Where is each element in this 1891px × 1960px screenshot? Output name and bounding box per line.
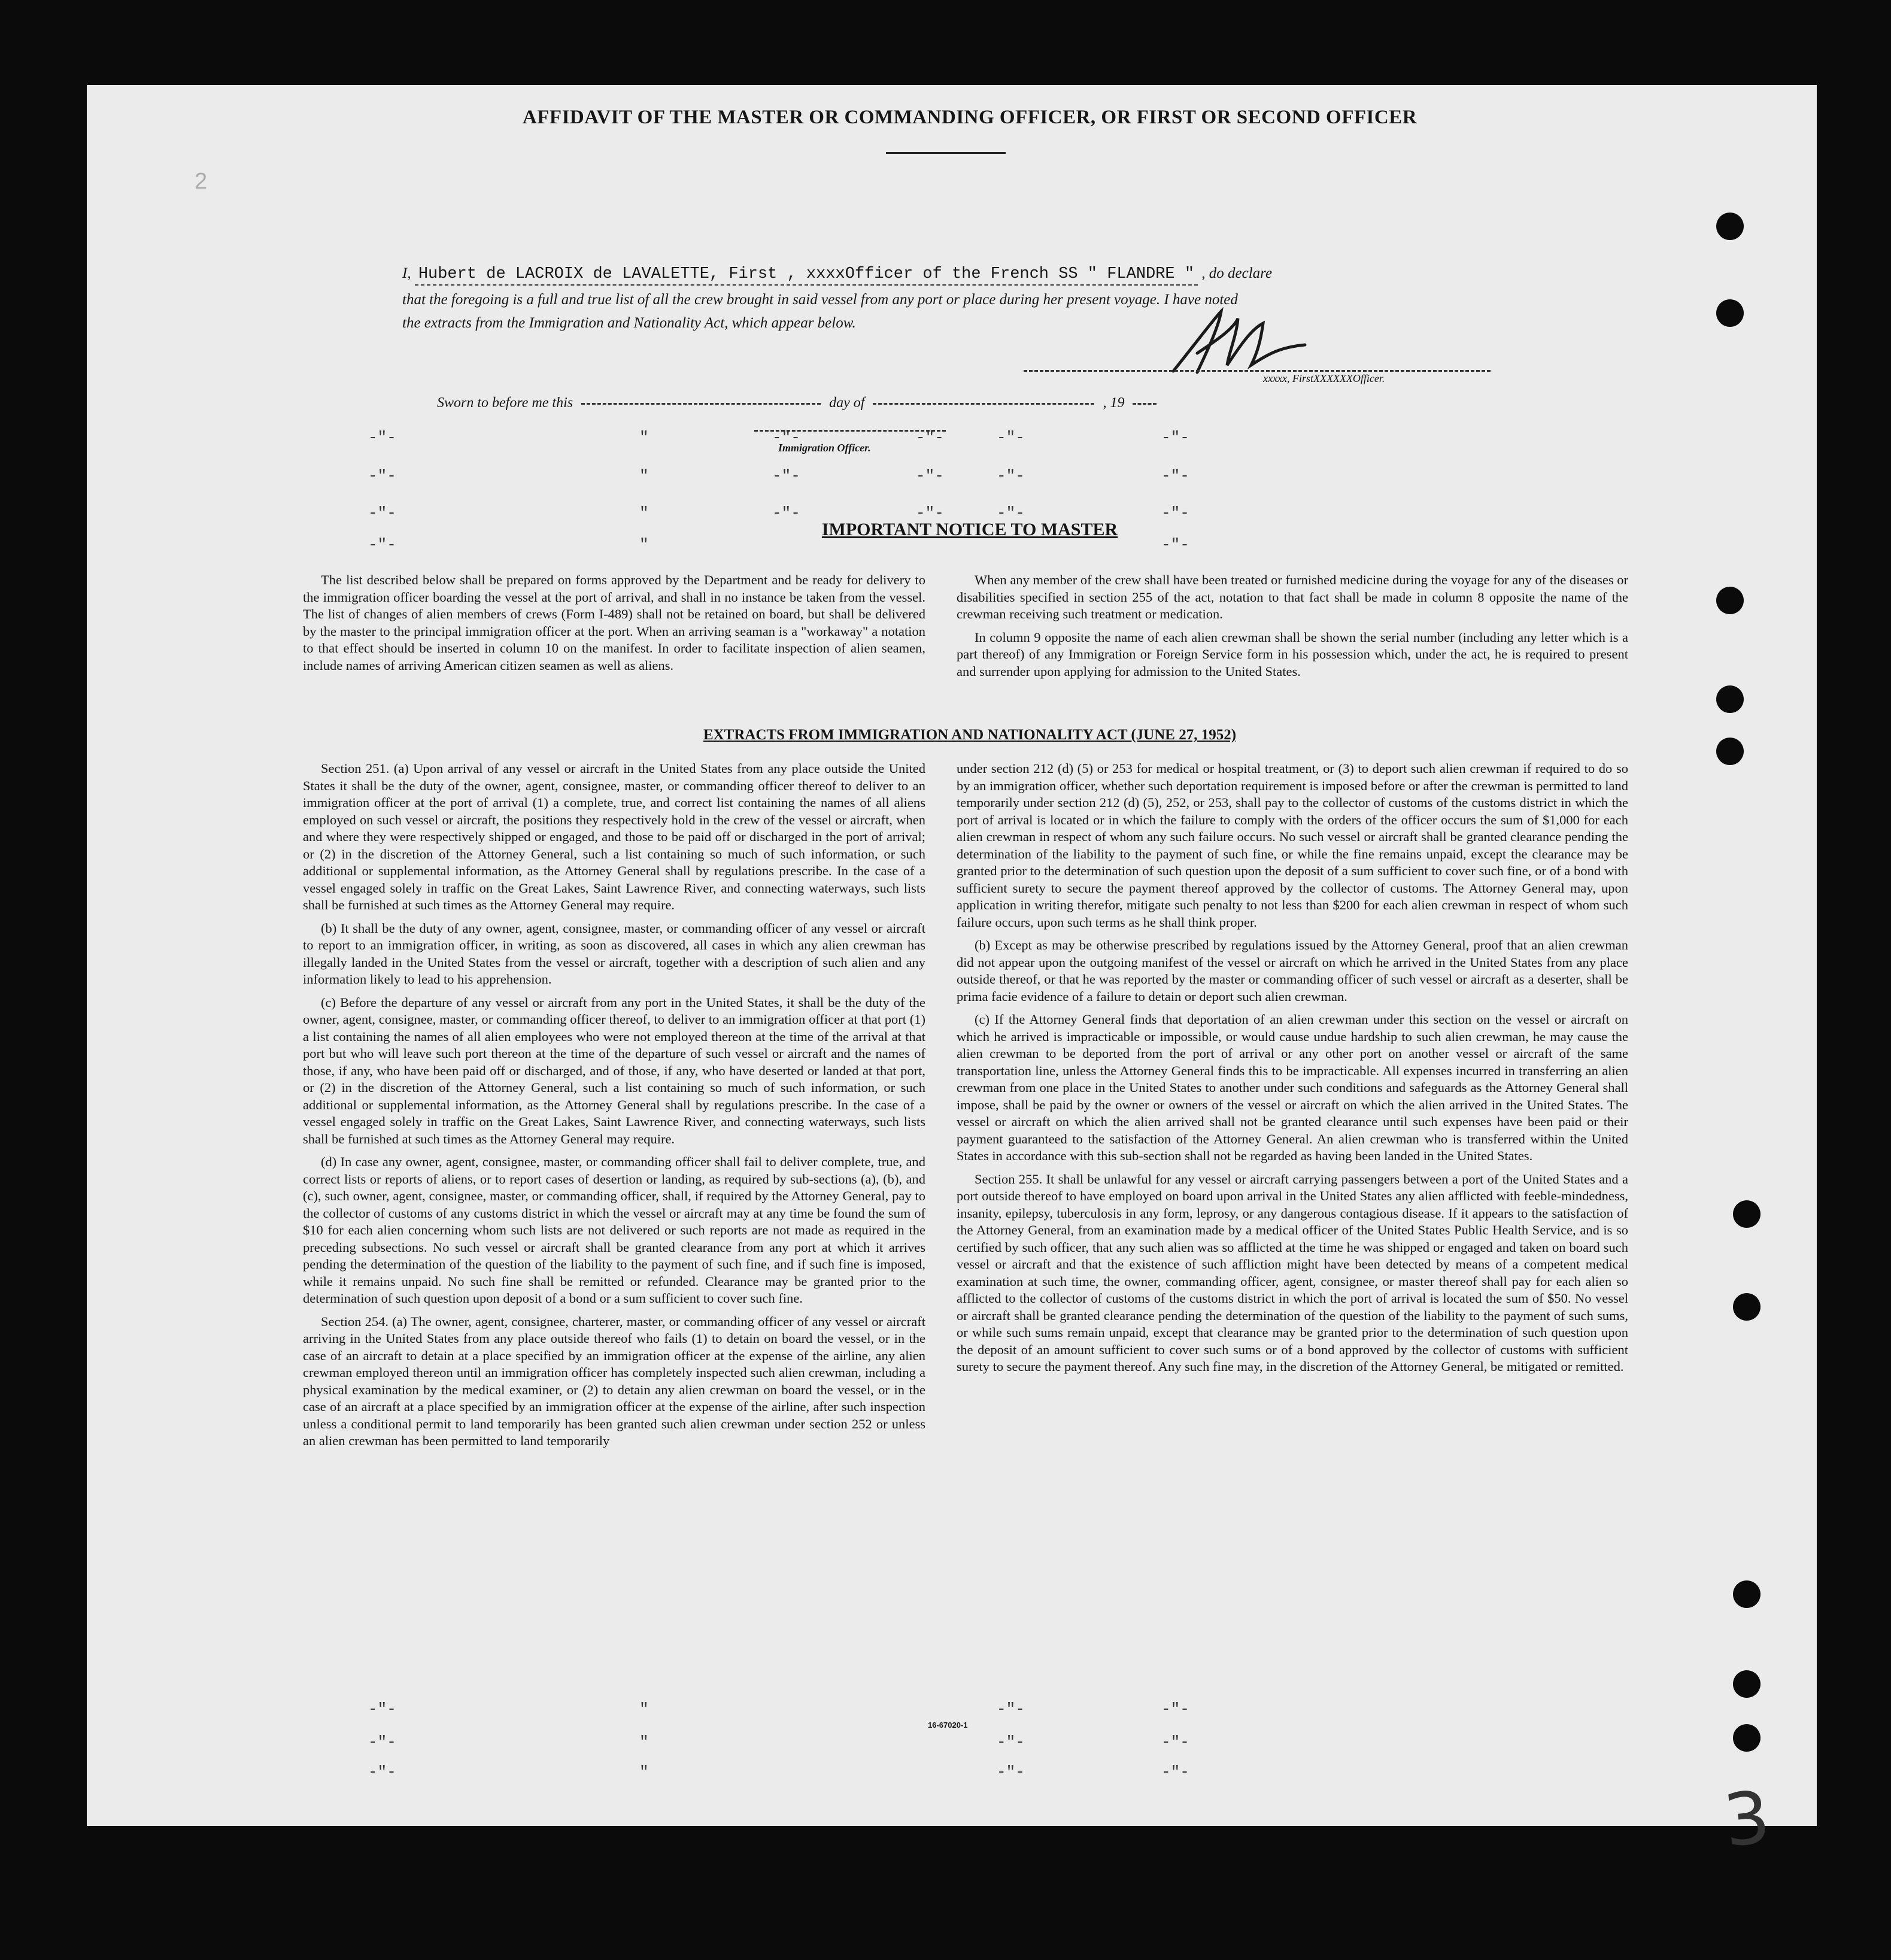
sworn-month-blank: [873, 402, 1094, 405]
ditto-mark: -"-: [1161, 536, 1189, 554]
ditto-mark: -"-: [997, 504, 1025, 522]
ditto-mark: -"-: [997, 1763, 1025, 1781]
ditto-mark: -"-: [368, 467, 396, 485]
signature-line: [1024, 370, 1491, 372]
sworn-day-of: day of: [829, 395, 865, 411]
punch-hole: [1716, 299, 1744, 327]
ditto-mark: -"-: [368, 429, 396, 447]
ditto-mark: -"-: [916, 429, 944, 447]
section-254a-continued: under section 212 (d) (5) or 253 for medical or hospital treatment, or (3) to deport such alien crewman if required to do so by an immigration officer, whether such deportation requirement is imposed before or after the crewman is permitted to land temporarily under section 212 (d) (5), 252, or 253, shall pay to the collector of customs of the customs district in which the port of arrival is located or in which the failure to comply with the orders of the officer occurs the sum of $1,000 for each alien crewman in respect of whom any such failure occurs. No such vessel or aircraft shall be granted clearance pending the determination of the liability to the payment of such fine, or while the fine remains unpaid, except the clearance may be granted prior to the determination of such question upon the deposit of a sum sufficient to cover such fine, or of a bond with sufficient surety to secure the payment thereof approved by the collector of customs. The Attorney General may, upon application in writing therefor, mitigate such penalty to not less than $200 for each alien crewman in respect of whom such failure occurs, upon such terms as he shall think proper.: [957, 761, 1628, 930]
signature-role: xxxxx, FirstXXXXXXOfficer.: [1263, 372, 1385, 384]
ditto-mark: ": [639, 429, 649, 447]
extracts-right-column: [957, 760, 1628, 1382]
sworn-year: , 19: [1103, 395, 1125, 411]
ditto-mark: ": [639, 1700, 649, 1718]
declaration-line-1: [402, 265, 1272, 283]
declaration-line-2: that the foregoing is a full and true list of all the crew brought in said vessel from any port or place during her present voyage. I have noted: [402, 292, 1238, 308]
punch-hole: [1716, 685, 1744, 713]
ditto-mark: -"-: [1161, 1733, 1189, 1751]
section-255: Section 255. It shall be unlawful for any vessel or aircraft carrying passengers between a port of the United States and a port outside thereof to have employed on board upon arrival in the United States any alien afflicted with feeble-mindedness, insanity, epilepsy, tuberculosis in any form, leprosy, or any dangerous contagious disease. If it appears to the satisfaction of the Attorney General, from an examination made by a medical officer of the United States Public Health Service, and is so certified by such officer, that any such alien was so afflicted at the time he was shipped or engaged and taken on board such vessel or aircraft and that the existence of such affliction might have been detected by means of a competent medical examination at such time, the owner, commanding officer, agent, consignee, or master thereof shall pay for each alien so afflicted to the collector of customs of the customs district in which the port of arrival is located the sum of $50. No vessel or aircraft shall be granted clearance pending the determination of the question of the liability to the payment of such sums, or while such sums remain unpaid, except that clearance may be granted prior to the determination of such question upon the deposit of an amount sufficient to cover such sums or of a bond approved by the collector of customs with sufficient surety to secure the payment thereof. Any such fine may, in the discretion of the Attorney General, be mitigated or remitted.: [957, 1171, 1628, 1374]
section-254a: Section 254. (a) The owner, agent, consignee, charterer, master, or commanding officer of any vessel or aircraft arriving in the United States from any place outside thereof who fails (1) to detain on board the vessel, or in the case of an aircraft to detain at a place specified by an immigration officer at the expense of the airline, any alien crewman employed thereon until an immigration officer has completely inspected such alien crewman, including a physical examination by the medical examiner, or (2) to detain any alien crewman on board the vessel, or in the case of an aircraft at a place specified by an immigration officer at the expense of the airline, after such inspection unless a conditional permit to land temporarily has been granted such alien crewman under section 252 or unless an alien crewman has been permitted to land temporarily: [303, 1313, 925, 1448]
immigration-officer-label: Immigration Officer.: [778, 442, 871, 454]
do-declare-text: , do declare: [1201, 265, 1273, 281]
ditto-mark: -"-: [1161, 1763, 1189, 1781]
declarant-name: Hubert de LACROIX de LAVALETTE, First , xxxxOfficer of the French SS " FLANDRE ": [415, 265, 1198, 286]
section-251c: (c) Before the departure of any vessel or aircraft from any port in the United States, it shall be the duty of the owner, agent, consignee, master, or commanding officer thereof, to deliver to an immigration officer at that port (1) a list containing the names of all alien employees who were not employed thereon at the time of the arrival at that port but who will leave such port thereon at the time of the departure of such vessel or aircraft and the names of those, if any, who have been paid off or discharged, and of those, if any, who have deserted or landed at that port, or (2) in the discretion of the Attorney General, such a list containing so much of such information, or such additional or supplemental information, as the Attorney General shall by regulations prescribe. In the case of a vessel engaged solely in traffic on the Great Lakes, Saint Lawrence River, and connecting waterways, such lists shall be furnished at such times as the Attorney General may require.: [303, 994, 925, 1146]
ditto-mark: -"-: [368, 1763, 396, 1781]
ditto-mark: ": [639, 536, 649, 554]
sworn-year-blank: [1133, 402, 1157, 405]
ditto-mark: -"-: [997, 467, 1025, 485]
punch-hole: [1716, 587, 1744, 614]
section-251a: Section 251. (a) Upon arrival of any vessel or aircraft in the United States from any place outside the United States it shall be the duty of the owner, agent, consignee, master, or commanding officer thereof to deliver to an immigration officer at the port of arrival (1) a complete, true, and correct list containing the names of all aliens employed on such vessel or aircraft, the positions they respectively hold in the crew of the vessel or aircraft, when and where they were respectively shipped or engaged, and those to be paid off or discharged in the port of arrival; or (2) in the discretion of the Attorney General, such a list containing so much of such information, or such additional or supplemental information, as the Attorney General shall by regulations prescribe. In the case of a vessel engaged solely in traffic on the Great Lakes, Saint Lawrence River, and connecting waterways, such lists shall be furnished at such times as the Attorney General may require.: [303, 761, 925, 912]
ditto-mark: -"-: [1161, 429, 1189, 447]
notice-list-paragraph: The list described below shall be prepared on forms approved by the Department and be ready for delivery to the immigration officer boarding the vessel at the port of arrival, and shall in no instance be taken from the vessel. The list of changes of alien members of crews (Form I-489) shall not be retained on board, but shall be delivered by the master to the principal immigration officer at the port. When an arriving seaman is a "workaway" a notation to that effect should be inserted in column 10 on the manifest. In order to facilitate inspection of alien seamen, include names of arriving American citizen seamen as well as aliens.: [303, 572, 925, 673]
section-254b: (b) Except as may be otherwise prescribed by regulations issued by the Attorney General, proof that an alien crewman did not appear upon the outgoing manifest of the vessel or aircraft on which he arrived in the United States from any place outside thereof, or that he was reported by the master or commanding officer of such vessel or aircraft as a deserter, shall be prima facie evidence of a failure to detain or deport such alien crewman.: [957, 937, 1628, 1004]
ditto-mark: -"-: [1161, 1700, 1189, 1718]
corner-mark: 2: [195, 169, 208, 194]
sworn-blank: [581, 402, 821, 405]
ditto-mark: ": [639, 1763, 649, 1781]
punch-hole: [1733, 1670, 1761, 1698]
ditto-mark: ": [639, 1733, 649, 1751]
notice-medical-paragraph: When any member of the crew shall have been treated or furnished medicine during the voyage for any of the diseases or disabilities specified in section 255 of the act, notation to that fact shall be made in column 8 opposite the name of the crewman receiving such treatment or medication.: [957, 572, 1628, 621]
affidavit-title: AFFIDAVIT OF THE MASTER OR COMMANDING OFFICER, OR FIRST OR SECOND OFFICER: [522, 107, 1418, 128]
ditto-mark: -"-: [997, 429, 1025, 447]
declaration-line-3: the extracts from the Immigration and Nationality Act, which appear below.: [402, 315, 856, 331]
ditto-mark: -"-: [1161, 467, 1189, 485]
page-number: 3: [1719, 1776, 1774, 1864]
ditto-mark: -"-: [368, 504, 396, 522]
ditto-mark: ": [639, 504, 649, 522]
ditto-mark: -"-: [368, 1700, 396, 1718]
ditto-mark: ": [639, 467, 649, 485]
ditto-mark: -"-: [772, 504, 800, 522]
notice-right-column: [957, 572, 1628, 686]
form-number: 16-67020-1: [928, 1721, 968, 1730]
punch-hole: [1733, 1724, 1761, 1752]
punch-hole: [1716, 213, 1744, 240]
section-254c: (c) If the Attorney General finds that deportation of an alien crewman under this section on the vessel or aircraft on which he arrived is impracticable or impossible, or would cause undue hardship to such alien crewman, he may cause the alien crewman to be deported from the port of arrival or any other port on another vessel or aircraft of the same transportation line, unless the Attorney General finds this to be impracticable. All expenses incurred in transferring an alien crewman from one place in the United States to another under such conditions and safeguards as the Attorney General shall impose, shall be paid by the owner or owners of the vessel or aircraft on which the alien arrived in the United States. The vessel or aircraft on which the alien arrived shall not be granted clearance until such expenses have been paid or their payment guaranteed to the satisfaction of the Attorney General. An alien crewman who is transferred within the United States in accordance with this sub-section shall not be regarded as having been landed in the United States.: [957, 1012, 1628, 1163]
extracts-heading: EXTRACTS FROM IMMIGRATION AND NATIONALITY ACT (JUNE 27, 1952): [703, 727, 1237, 743]
ditto-mark: -"-: [916, 467, 944, 485]
notice-left-column: [303, 572, 925, 680]
punch-hole: [1733, 1200, 1761, 1228]
sworn-line: [437, 395, 1161, 411]
section-251b: (b) It shall be the duty of any owner, agent, consignee, master, or commanding officer of any vessel or aircraft to report to an immigration officer, in writing, as soon as discovered, all cases in which any alien crewman has illegally landed in the United States from the vessel or aircraft, together with a description of such alien and any information likely to lead to his apprehension.: [303, 920, 925, 987]
ditto-mark: -"-: [772, 429, 800, 447]
ditto-mark: -"-: [997, 1733, 1025, 1751]
notice-serial-paragraph: In column 9 opposite the name of each alien crewman shall be shown the serial number (including any letter which is a part thereof) of any Immigration or Foreign Service form in his possession which, under the act, he is required to present and surrender upon applying for admission to the United States.: [957, 629, 1628, 679]
punch-hole: [1733, 1580, 1761, 1608]
important-notice-heading: IMPORTANT NOTICE TO MASTER: [821, 520, 1118, 539]
sworn-text: Sworn to before me this: [437, 395, 573, 411]
ditto-mark: -"-: [916, 504, 944, 522]
declaration-prefix: I,: [402, 265, 411, 281]
ditto-mark: -"-: [368, 536, 396, 554]
title-rule: [886, 152, 1006, 154]
ditto-mark: -"-: [997, 1700, 1025, 1718]
officer-signature: [1161, 305, 1317, 377]
punch-hole: [1733, 1293, 1761, 1321]
section-251d: (d) In case any owner, agent, consignee, master, or commanding officer shall fail to deliver complete, true, and correct lists or reports of aliens, or to report cases of desertion or landing, as required by sub-sections (a), (b), and (c), such owner, agent, consignee, master, or commanding officer, shall, if required by the Attorney General, pay to the collector of customs of any customs district in which the vessel or aircraft may at any time be found the sum of $10 for each alien concerning whom such lists are not delivered or such reports are not made as required in the preceding subsections. No such vessel or aircraft shall be granted clearance from any port at which it arrives pending the determination of the question of the liability to the payment of such fine, and if such fine is imposed, while it remains unpaid. No such fine shall be remitted or refunded. Clearance may be granted prior to the determination of such question upon deposit of a bond or a sum sufficient to cover such fine.: [303, 1154, 925, 1306]
ditto-mark: -"-: [1161, 504, 1189, 522]
ditto-mark: -"-: [368, 1733, 396, 1751]
extracts-left-column: [303, 760, 925, 1456]
ditto-mark: -"-: [772, 467, 800, 485]
